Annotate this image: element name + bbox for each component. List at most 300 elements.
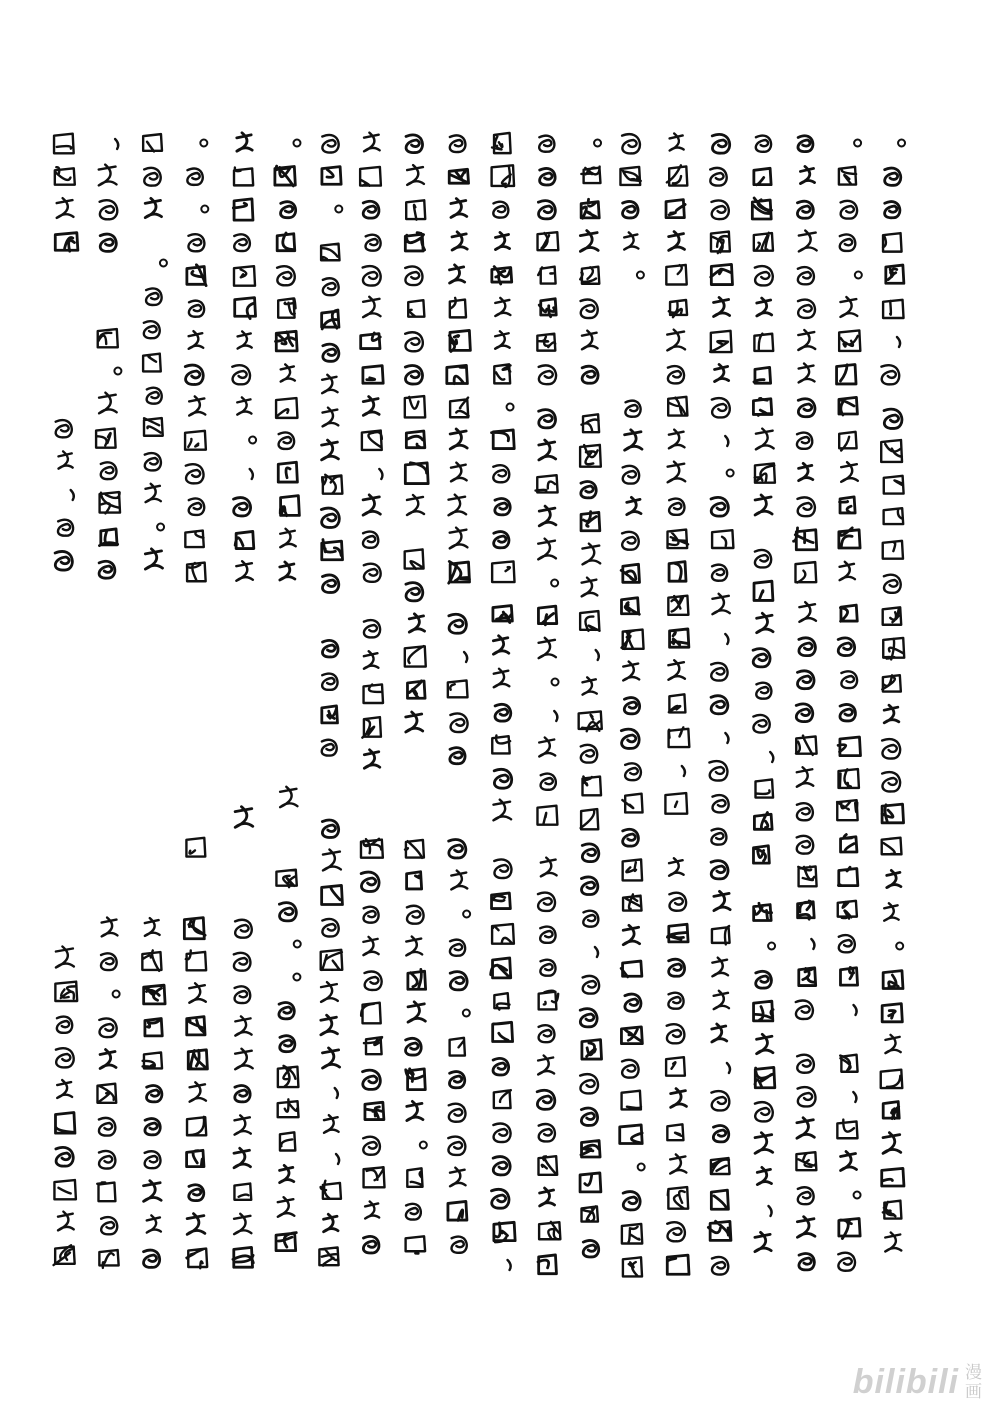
scribble-glyph	[754, 168, 771, 184]
scribble-glyph	[189, 1185, 204, 1201]
scribble-glyph	[232, 365, 250, 384]
scribble-glyph	[322, 375, 337, 393]
scribble-glyph	[405, 365, 422, 384]
scribble-glyph	[405, 332, 423, 351]
scribble-glyph	[882, 772, 900, 791]
scribble-glyph	[710, 168, 726, 186]
scribble-glyph	[406, 1038, 422, 1055]
scribble-glyph	[237, 133, 252, 151]
scribble-glyph	[756, 683, 771, 699]
scribble-glyph	[883, 638, 904, 660]
scribble-glyph	[406, 1204, 421, 1220]
scribble-glyph	[582, 331, 598, 350]
scribble-glyph	[187, 1017, 205, 1035]
scribble-glyph	[799, 968, 816, 986]
scribble-glyph	[840, 562, 855, 580]
scribble-glyph	[493, 606, 512, 623]
scribble-glyph	[450, 1168, 466, 1187]
scribble-glyph	[449, 614, 467, 633]
scribble-glyph	[582, 544, 600, 565]
scribble-glyph	[623, 1257, 642, 1276]
scribble-glyph	[712, 1257, 728, 1275]
scribble-glyph	[799, 638, 816, 656]
scribble-glyph	[234, 953, 251, 971]
scribble-glyph	[583, 911, 598, 927]
scribble-glyph	[322, 706, 338, 723]
scribble-glyph	[145, 918, 160, 936]
scribble-glyph	[712, 530, 733, 548]
scribble-glyph	[99, 393, 117, 414]
scribble-glyph	[147, 1086, 162, 1102]
scribble-glyph	[621, 961, 642, 977]
scribble-glyph	[539, 506, 556, 526]
scribble-glyph	[409, 614, 424, 632]
scribble-glyph	[146, 288, 162, 305]
scribble-glyph	[841, 835, 857, 852]
scribble-glyph	[278, 1066, 299, 1087]
scribble-glyph	[450, 940, 465, 956]
scribble-glyph	[363, 1236, 379, 1253]
scribble-glyph	[580, 1074, 598, 1093]
scribble-glyph	[622, 532, 639, 550]
scribble-period	[157, 524, 164, 531]
scribble-glyph	[667, 1024, 685, 1043]
scribble-glyph	[623, 859, 642, 880]
scribble-glyph	[712, 565, 727, 581]
scribble-comma	[336, 1154, 339, 1164]
scribble-glyph	[406, 1069, 426, 1090]
scribble-glyph	[450, 748, 465, 764]
scribble-glyph	[492, 267, 512, 284]
scribble-glyph	[536, 475, 558, 492]
scribble-glyph	[622, 134, 640, 153]
scribble-glyph	[407, 1168, 422, 1186]
scribble-glyph	[450, 1038, 465, 1056]
scribble-period	[896, 943, 903, 950]
scribble-glyph	[97, 1182, 115, 1201]
scribble-glyph	[187, 169, 202, 185]
scribble-glyph	[625, 430, 642, 450]
scribble-glyph	[408, 300, 424, 316]
scribble-glyph	[794, 528, 817, 550]
scribble-glyph	[884, 409, 902, 428]
scribble-glyph	[234, 1184, 251, 1200]
scribble-glyph	[280, 529, 296, 548]
scribble-glyph	[883, 233, 902, 251]
scribble-glyph	[538, 1255, 556, 1274]
scribble-glyph	[145, 549, 162, 569]
scribble-glyph	[281, 202, 296, 218]
scribble-glyph	[754, 903, 772, 920]
scribble-glyph	[448, 1201, 467, 1220]
scribble-comma	[853, 1092, 856, 1102]
scribble-glyph	[668, 1187, 688, 1209]
scribble-comma	[464, 652, 467, 662]
scribble-glyph	[840, 704, 855, 720]
scribble-glyph	[841, 201, 857, 219]
scribble-glyph	[143, 1052, 162, 1068]
scribble-glyph	[887, 870, 901, 887]
scribble-glyph	[539, 365, 556, 384]
scribble-glyph	[539, 738, 555, 757]
scribble-glyph	[579, 711, 602, 731]
scribble-glyph	[451, 463, 467, 482]
scribble-glyph	[838, 1253, 855, 1271]
scribble-glyph	[799, 602, 816, 622]
scribble-glyph	[883, 971, 903, 989]
scribble-glyph	[277, 266, 295, 285]
scribble-glyph	[321, 1015, 338, 1035]
scribble-glyph	[883, 1201, 902, 1219]
scribble-glyph	[622, 1091, 641, 1110]
scribble-glyph	[142, 950, 161, 970]
scribble-glyph	[281, 364, 295, 381]
scribble-glyph	[495, 704, 511, 721]
scribble-glyph	[837, 1120, 857, 1139]
scribble-glyph	[884, 476, 904, 494]
scribble-period	[463, 1010, 470, 1017]
scribble-period	[727, 470, 734, 477]
scribble-glyph	[753, 715, 769, 733]
scribble-glyph	[147, 388, 162, 404]
scribble-glyph	[623, 662, 639, 681]
scribble-glyph	[622, 794, 642, 813]
scribble-glyph	[795, 562, 816, 582]
scribble-glyph	[537, 1090, 555, 1109]
scribble-glyph	[539, 638, 556, 658]
scribble-glyph	[667, 1255, 689, 1274]
scribble-glyph	[234, 498, 251, 516]
scribble-glyph	[492, 1189, 509, 1208]
scribble-period	[293, 140, 300, 147]
watermark-manhua-label	[965, 1364, 982, 1402]
scribble-glyph	[185, 431, 206, 450]
scribble-comma	[725, 733, 728, 743]
scribble-glyph	[797, 1217, 815, 1238]
scribble-comma	[250, 469, 253, 479]
scribble-glyph	[838, 737, 860, 756]
scribble-glyph	[581, 167, 600, 184]
scribble-glyph	[799, 364, 815, 383]
scribble-glyph	[101, 462, 117, 479]
scribble-glyph	[321, 508, 339, 527]
scribble-glyph	[186, 950, 206, 970]
scribble-glyph	[838, 638, 854, 656]
scribble-glyph	[494, 1090, 511, 1108]
scribble-glyph	[712, 594, 729, 614]
scribble-glyph	[363, 937, 378, 955]
scribble-glyph	[582, 844, 598, 862]
scribble-comma	[595, 947, 598, 957]
scribble-glyph	[621, 1027, 642, 1044]
scribble-glyph	[364, 564, 381, 582]
scribble-glyph	[364, 750, 379, 768]
scribble-glyph	[449, 1104, 466, 1122]
scribble-glyph	[365, 1102, 384, 1119]
scribble-glyph	[147, 1215, 161, 1232]
scribble-glyph	[668, 397, 687, 416]
scribble-glyph	[450, 972, 467, 990]
scribble-comma	[768, 1206, 771, 1216]
scribble-glyph	[189, 498, 204, 515]
scribble-comma	[725, 436, 728, 446]
scribble-glyph	[322, 167, 341, 185]
scribble-glyph	[405, 266, 422, 285]
scribble-glyph	[839, 397, 857, 415]
scribble-glyph	[100, 234, 116, 251]
scribble-glyph	[538, 893, 555, 911]
scribble-glyph	[493, 1022, 513, 1041]
scribble-glyph	[100, 492, 120, 513]
scribble-glyph	[796, 736, 817, 755]
scribble-glyph	[884, 575, 901, 593]
scribble-glyph	[493, 465, 509, 482]
scribble-glyph	[361, 1003, 381, 1024]
scribble-glyph	[711, 861, 728, 879]
scribble-period	[854, 140, 861, 147]
scribble-glyph	[621, 598, 639, 615]
scribble-glyph	[493, 1058, 509, 1075]
scribble-comma	[554, 711, 557, 721]
scribble-glyph	[538, 267, 555, 284]
scribble-period	[594, 140, 601, 147]
scribble-glyph	[582, 1206, 598, 1221]
scribble-glyph	[58, 451, 72, 468]
scribble-period	[638, 1164, 645, 1171]
scribble-glyph	[364, 1167, 385, 1187]
scribble-glyph	[322, 740, 337, 756]
scribble-glyph	[839, 330, 860, 351]
scribble-glyph	[408, 969, 426, 989]
scribble-period	[855, 272, 862, 279]
scribble-glyph	[886, 265, 904, 283]
scribble-glyph	[669, 727, 690, 747]
scribble-glyph	[623, 1192, 640, 1210]
scribble-glyph	[755, 1133, 773, 1154]
scribble-glyph	[235, 1049, 253, 1070]
scribble-glyph	[623, 829, 639, 846]
scribble-glyph	[755, 1067, 775, 1087]
scribble-glyph	[99, 1151, 115, 1169]
scribble-glyph	[754, 334, 773, 351]
scribble-glyph	[712, 398, 730, 417]
scribble-glyph	[447, 365, 468, 383]
scribble-glyph	[669, 959, 685, 976]
scribble-glyph	[715, 364, 729, 381]
scribble-glyph	[539, 136, 554, 152]
scribble-glyph	[581, 1108, 597, 1125]
scribble-glyph	[275, 166, 295, 186]
scribble-glyph	[407, 495, 424, 515]
scribble-glyph	[276, 398, 297, 418]
scribble-glyph	[406, 712, 423, 732]
scribble-glyph	[538, 539, 556, 560]
scribble-glyph	[321, 982, 338, 1002]
scribble-glyph	[99, 561, 115, 578]
scribble-glyph	[712, 958, 728, 977]
scribble-glyph	[581, 1141, 600, 1157]
scribble-period	[114, 368, 121, 375]
scribble-glyph	[755, 266, 773, 285]
scribble-glyph	[449, 330, 470, 351]
scribble-glyph	[668, 596, 688, 615]
scribble-glyph	[799, 1253, 814, 1269]
scribble-glyph	[492, 735, 510, 753]
scribble-glyph	[324, 1115, 339, 1133]
scribble-glyph	[539, 991, 559, 1010]
scribble-glyph	[321, 1181, 341, 1199]
scribble-glyph	[798, 330, 815, 350]
scribble-glyph	[407, 681, 425, 698]
scribble-glyph	[236, 561, 253, 581]
scribble-glyph	[494, 769, 511, 788]
scribble-glyph	[99, 1250, 118, 1268]
scribble-glyph	[882, 804, 904, 823]
scribble-period	[552, 679, 559, 686]
scribble-period	[854, 1192, 861, 1199]
scribble-comma	[727, 1063, 730, 1073]
scribble-glyph	[752, 198, 771, 219]
scribble-glyph	[323, 850, 341, 871]
scribble-glyph	[363, 366, 383, 384]
scribble-glyph	[669, 300, 687, 317]
scribble-glyph	[494, 1222, 515, 1242]
scribble-glyph	[668, 993, 683, 1009]
scribble-glyph	[539, 410, 556, 428]
scribble-glyph	[839, 769, 859, 788]
scribble-comma	[115, 139, 118, 149]
scribble-glyph	[798, 399, 815, 417]
scribble-glyph	[361, 872, 379, 891]
scribble-glyph	[406, 937, 422, 956]
scribble-glyph	[494, 669, 510, 688]
scribble-glyph	[187, 1214, 205, 1235]
scribble-glyph	[797, 497, 814, 516]
scribble-glyph	[711, 1091, 729, 1110]
scribble-glyph	[797, 803, 813, 820]
scribble-glyph	[235, 1016, 251, 1035]
scribble-comma	[335, 1088, 338, 1098]
scribble-glyph	[492, 893, 511, 909]
scribble-glyph	[754, 233, 773, 251]
scribble-comma	[770, 752, 773, 762]
scribble-glyph	[581, 877, 597, 895]
scribble-glyph	[238, 331, 252, 348]
scribble-glyph	[538, 201, 555, 219]
scribble-glyph	[323, 278, 339, 295]
scribble-glyph	[322, 674, 337, 690]
scribble-glyph	[234, 1148, 250, 1167]
scribble-comma	[811, 939, 814, 949]
scribble-glyph	[885, 168, 901, 185]
scribble-glyph	[798, 1187, 814, 1204]
scribble-glyph	[755, 495, 772, 515]
scribble-period	[113, 991, 120, 998]
scribble-glyph	[885, 202, 900, 218]
scribble-glyph	[622, 1224, 642, 1244]
scribble-glyph	[797, 1055, 814, 1073]
scribble-glyph	[278, 1197, 295, 1217]
scribble-glyph	[494, 532, 509, 548]
scribble-glyph	[189, 983, 206, 1003]
scribble-glyph	[407, 165, 424, 185]
scribble-glyph	[407, 1101, 423, 1120]
scribble-glyph	[582, 414, 600, 432]
scribble-comma	[508, 1260, 511, 1270]
scribble-comma	[853, 1005, 856, 1015]
scribble-glyph	[667, 1222, 685, 1241]
scribble-glyph	[405, 646, 426, 666]
scribble-glyph	[797, 767, 814, 787]
scribble-glyph	[492, 924, 514, 944]
scribble-glyph	[99, 1018, 116, 1037]
scribble-glyph	[796, 1152, 816, 1170]
scribble-glyph	[102, 918, 118, 937]
scribble-glyph	[582, 677, 596, 694]
scribble-glyph	[839, 935, 855, 952]
scribble-glyph	[581, 512, 600, 531]
scribble-glyph	[449, 840, 466, 859]
scribble-glyph	[883, 1102, 899, 1119]
scribble-glyph	[755, 463, 775, 482]
scribble-glyph	[450, 713, 467, 732]
scribble-glyph	[583, 1240, 598, 1257]
scribble-glyph	[798, 901, 815, 919]
scribble-glyph	[710, 331, 731, 352]
scribble-glyph	[235, 531, 254, 548]
scribble-glyph	[798, 1087, 816, 1106]
scribble-glyph	[538, 1156, 557, 1175]
scribble-glyph	[580, 1173, 601, 1192]
scribble-glyph	[365, 1201, 379, 1218]
scribble-comma	[897, 337, 900, 347]
scribble-glyph	[882, 675, 901, 691]
scribble-glyph	[627, 497, 641, 514]
scribble-glyph	[881, 440, 902, 462]
scribble-glyph	[841, 671, 857, 688]
scribble-glyph	[712, 926, 730, 944]
bilibili-manhua-watermark	[853, 1363, 982, 1402]
scribble-glyph	[405, 396, 425, 417]
scribble-comma	[725, 634, 728, 644]
scribble-glyph	[58, 1212, 74, 1231]
scribble-glyph	[450, 298, 466, 318]
scribble-glyph	[405, 840, 424, 858]
scribble-glyph	[405, 463, 428, 484]
scribble-glyph	[840, 497, 856, 513]
scribble-glyph	[322, 1048, 339, 1068]
scribble-glyph	[322, 475, 342, 494]
scribble-glyph	[839, 432, 856, 451]
scribble-glyph	[797, 1118, 814, 1138]
scribble-glyph	[754, 813, 772, 830]
scribble-glyph	[408, 1002, 425, 1022]
scribble-glyph	[54, 1180, 75, 1199]
scribble-glyph	[363, 1137, 380, 1155]
scribble-glyph	[235, 1115, 251, 1134]
scribble-glyph	[448, 680, 468, 697]
scribble-glyph	[57, 198, 74, 218]
scribble-glyph	[322, 575, 338, 593]
scribble-glyph	[495, 232, 509, 249]
scribble-glyph	[322, 440, 339, 460]
scribble-glyph	[145, 198, 161, 217]
scribble-glyph	[495, 298, 510, 316]
scribble-glyph	[580, 1009, 597, 1027]
scribble-glyph	[55, 1113, 74, 1134]
scribble-glyph	[881, 1070, 903, 1088]
scribble-glyph	[406, 1236, 425, 1253]
